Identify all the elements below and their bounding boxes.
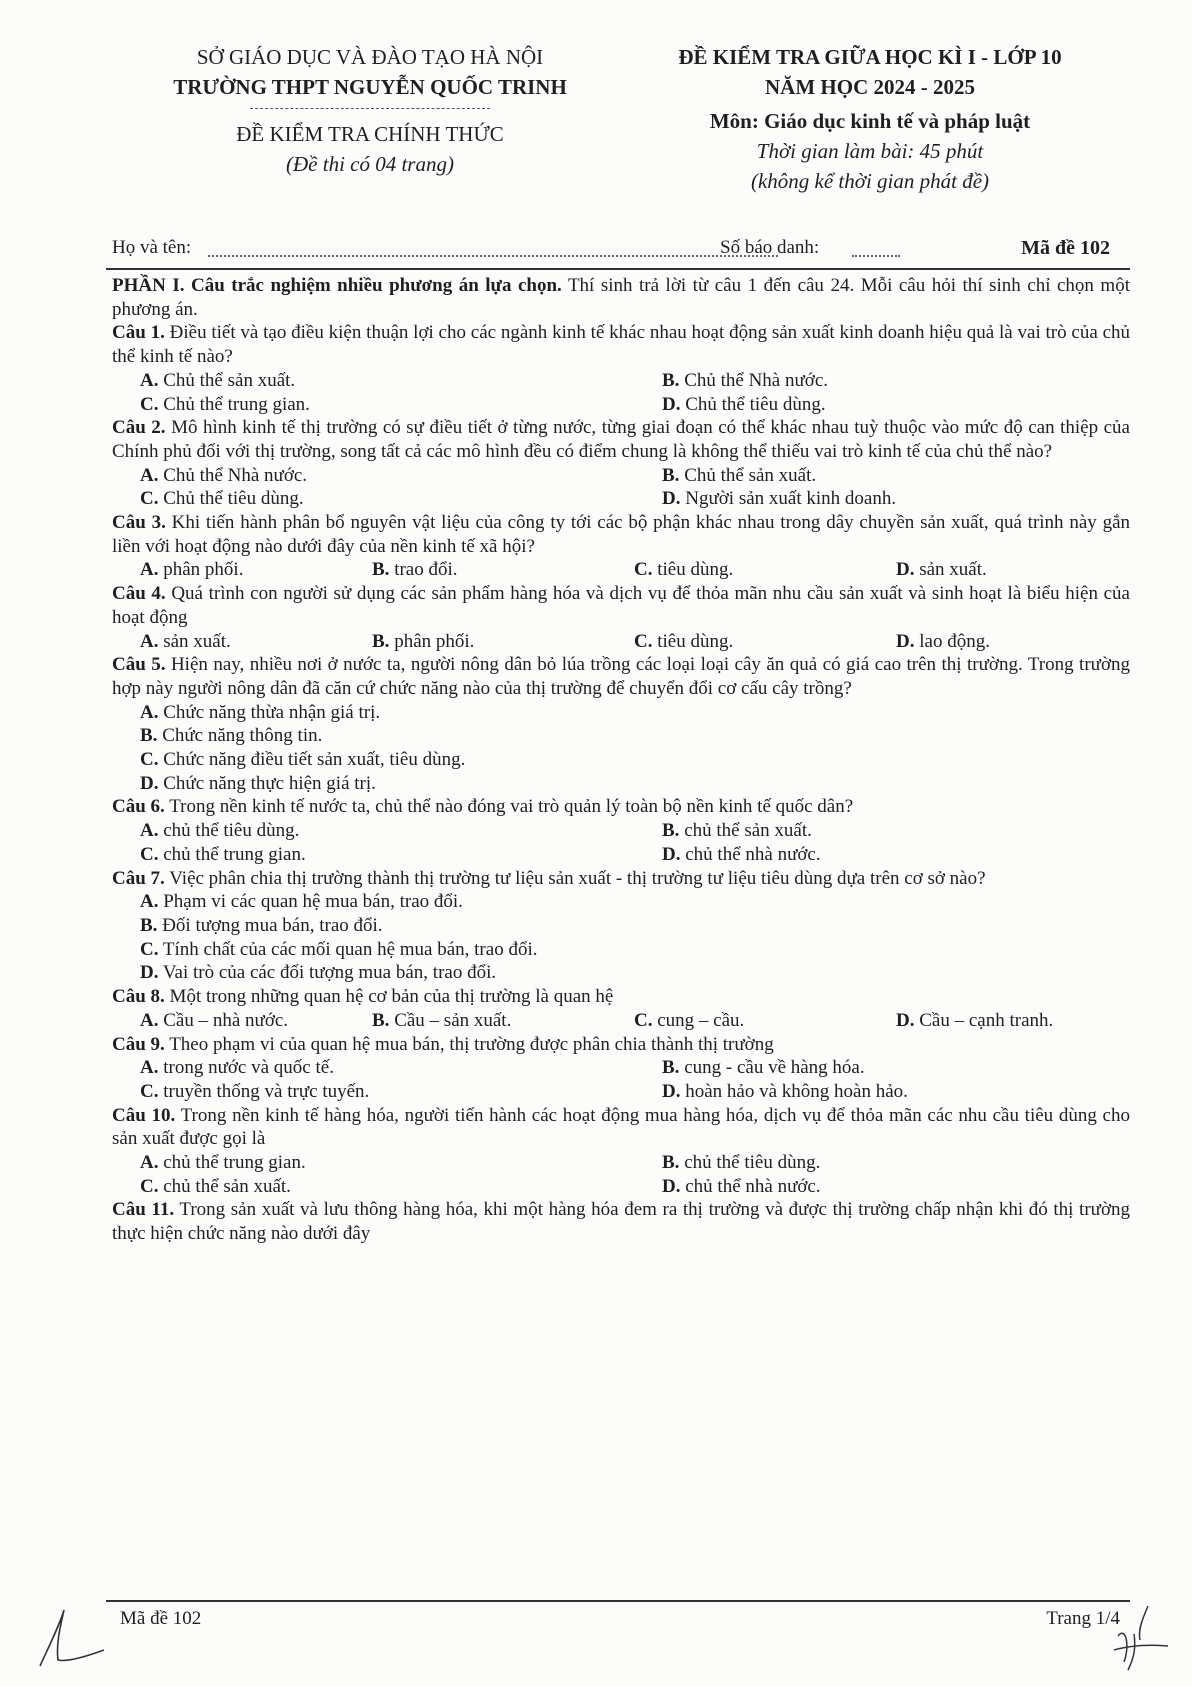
option-text: chủ thể nhà nước. (680, 843, 821, 865)
option-text: Phạm vi các quan hệ mua bán, trao đổi. (158, 891, 463, 913)
option-d[interactable] (662, 843, 1130, 867)
option-text: lao động. (914, 630, 990, 652)
option-letter: C. (140, 1175, 159, 1197)
option-a[interactable] (112, 1009, 372, 1033)
option-text: Chức năng thông tin. (157, 725, 323, 747)
option-letter: B. (662, 464, 680, 486)
option-text: chủ thể sản xuất. (679, 820, 812, 842)
part-heading (112, 274, 1130, 321)
options-row (112, 1151, 1130, 1175)
options-row (112, 819, 1130, 843)
option-text: tiêu dùng. (652, 630, 734, 652)
signature-right-icon (1108, 1596, 1178, 1676)
question-text: Một trong những quan hệ cơ bản của thị trường là quan hệ (164, 986, 614, 1008)
option-b[interactable] (112, 914, 1130, 938)
option-text: hoàn hảo và không hoàn hảo. (680, 1080, 908, 1102)
option-text: Chức năng thực hiện giá trị. (158, 772, 376, 794)
option-letter: B. (372, 559, 390, 581)
option-text: Tính chất của các mối quan hệ mua bán, trao đổi. (158, 938, 538, 960)
question-4 (112, 582, 1130, 629)
options-row (112, 1056, 1130, 1080)
option-a[interactable] (112, 464, 662, 488)
option-letter: B. (662, 820, 680, 842)
option-c[interactable] (112, 938, 1130, 962)
option-b[interactable] (662, 819, 1130, 843)
question-number: Câu 11. (112, 1199, 175, 1221)
school-name: TRƯỜNG THPT NGUYỄN QUỐC TRINH (173, 75, 567, 99)
option-text: chủ thể trung gian. (158, 843, 306, 865)
exam-title: ĐỀ KIỂM TRA GIỮA HỌC KÌ I - LỚP 10 (678, 45, 1062, 69)
option-b[interactable] (662, 1056, 1130, 1080)
option-text: Chủ thể Nhà nước. (679, 369, 829, 391)
pages-note: (Đề thi có 04 trang) (286, 152, 454, 176)
question-text: Hiện nay, nhiều nơi ở nước ta, người nông dân bỏ lúa trồng các loại loại cây ăn quả có giá cao trên thị trường. Trong trường hợp này người nông dân đã căn cứ chức năng nào của thị trường để chuyển đổi cơ cấu cây trồng? (112, 654, 1130, 699)
question-text: Theo phạm vi của quan hệ mua bán, thị trường được phân chia thành thị trường (164, 1033, 774, 1055)
option-a[interactable] (112, 630, 372, 654)
option-d[interactable] (662, 1080, 1130, 1104)
option-c[interactable] (634, 558, 896, 582)
option-letter: C. (140, 488, 159, 510)
option-letter: D. (662, 488, 681, 510)
option-c[interactable] (112, 487, 662, 511)
option-letter: B. (662, 1152, 680, 1174)
options-row (112, 464, 1130, 488)
question-2 (112, 416, 1130, 463)
student-info-row (112, 237, 1130, 265)
name-field[interactable] (208, 241, 778, 257)
option-b[interactable] (662, 464, 1130, 488)
name-label: Họ và tên: (112, 237, 192, 258)
option-text: Chức năng điều tiết sản xuất, tiêu dùng. (158, 749, 466, 771)
part-title: PHẦN I. Câu trắc nghiệm nhiều phương án lựa chọn. (112, 275, 562, 296)
options-row (112, 558, 1130, 582)
option-text: Người sản xuất kinh doanh. (680, 488, 897, 510)
option-b[interactable] (112, 724, 1130, 748)
option-text: chủ thể nhà nước. (680, 1175, 821, 1197)
option-letter: C. (634, 630, 653, 652)
question-7 (112, 867, 1130, 891)
question-11 (112, 1198, 1130, 1245)
option-text: Chủ thể trung gian. (158, 393, 310, 415)
header-left (120, 42, 620, 179)
header-right (620, 42, 1120, 196)
option-text: cung - cầu về hàng hóa. (679, 1057, 865, 1079)
option-letter: B. (140, 725, 158, 747)
options-row (112, 393, 1130, 417)
option-letter: A. (140, 1152, 159, 1174)
option-text: phân phối. (389, 630, 475, 652)
id-label: Số báo danh: (720, 237, 820, 258)
option-letter: C. (140, 1080, 159, 1102)
options-row (112, 630, 1130, 654)
option-letter: D. (896, 559, 915, 581)
option-letter: D. (896, 630, 915, 652)
option-letter: A. (140, 1057, 159, 1079)
option-d[interactable] (662, 1175, 1130, 1199)
options-row (112, 1009, 1130, 1033)
question-number: Câu 8. (112, 986, 165, 1008)
question-text: Điều tiết và tạo điều kiện thuận lợi cho các ngành kinh tế khác nhau hoạt động sản xuất kinh doanh hiệu quả là vai trò của chủ thể kinh tế nào? (112, 322, 1131, 368)
question-6 (112, 795, 1130, 819)
option-text: chủ thể tiêu dùng. (679, 1152, 821, 1174)
option-d[interactable] (662, 487, 1130, 511)
question-8 (112, 985, 1130, 1009)
question-number: Câu 2. (112, 417, 166, 439)
option-letter: C. (140, 938, 159, 960)
option-text: sản xuất. (914, 559, 987, 581)
page-number: Trang 1/4 (1046, 1608, 1120, 1629)
option-letter: A. (140, 369, 159, 391)
option-text: Chủ thể tiêu dùng. (680, 393, 826, 415)
option-text: Cầu – cạnh tranh. (914, 1009, 1054, 1031)
time-note: (không kể thời gian phát đề) (750, 169, 990, 193)
option-text: chủ thể trung gian. (158, 1152, 306, 1174)
option-a[interactable] (112, 890, 1130, 914)
school-year: NĂM HỌC 2024 - 2025 (765, 75, 975, 99)
option-d[interactable] (896, 630, 1130, 654)
option-letter: A. (140, 820, 159, 842)
option-d[interactable] (896, 558, 1130, 582)
official-label: ĐỀ KIỂM TRA CHÍNH THỨC (236, 122, 504, 146)
option-text: phân phối. (158, 559, 244, 581)
option-letter: A. (140, 1009, 159, 1031)
option-b[interactable] (372, 630, 634, 654)
option-letter: B. (662, 369, 680, 391)
header-rule (106, 268, 1130, 270)
exam-code: Mã đề 102 (1021, 237, 1110, 259)
question-3 (112, 511, 1130, 558)
option-c[interactable] (112, 393, 662, 417)
option-letter: D. (662, 393, 681, 415)
question-number: Câu 4. (112, 583, 166, 605)
footer-code: Mã đề 102 (120, 1608, 202, 1629)
option-d[interactable] (896, 1009, 1130, 1033)
id-field[interactable] (852, 241, 900, 257)
option-text: Chủ thể sản xuất. (158, 369, 296, 391)
option-letter: D. (140, 962, 159, 984)
question-9 (112, 1033, 1130, 1057)
option-letter: D. (140, 772, 159, 794)
option-letter: A. (140, 559, 159, 581)
option-letter: A. (140, 464, 159, 486)
option-letter: D. (662, 1080, 681, 1102)
option-text: trao đổi. (389, 559, 458, 581)
question-content (112, 274, 1130, 1246)
option-letter: A. (140, 630, 159, 652)
option-letter: D. (662, 1175, 681, 1197)
question-text: Khi tiến hành phân bổ nguyên vật liệu của công ty tới các bộ phận khác nhau trong dây chuyền sản xuất, quá trình này gắn liền với hoạt động nào dưới đây của nền kinh tế xã hội? (112, 512, 1130, 557)
option-c[interactable] (112, 843, 662, 867)
option-a[interactable] (112, 1056, 662, 1080)
question-text: Trong sản xuất và lưu thông hàng hóa, khi một hàng hóa đem ra thị trường và được thị trường chấp nhận khi đó thị trường thực hiện chức năng nào dưới đây (112, 1199, 1130, 1245)
option-text: Chủ thể sản xuất. (679, 464, 817, 486)
options-row (112, 843, 1130, 867)
option-d[interactable] (112, 772, 1130, 796)
question-number: Câu 10. (112, 1104, 176, 1126)
dept-name: SỞ GIÁO DỤC VÀ ĐÀO TẠO HÀ NỘI (196, 45, 544, 69)
subject: Môn: Giáo dục kinh tế và pháp luật (709, 109, 1031, 133)
option-text: Vai trò của các đối tượng mua bán, trao đổi. (158, 962, 497, 984)
question-10 (112, 1104, 1130, 1151)
option-text: Chức năng thừa nhận giá trị. (158, 701, 381, 723)
option-a[interactable] (112, 369, 662, 393)
option-letter: D. (662, 843, 681, 865)
question-number: Câu 3. (112, 512, 166, 534)
question-text: Trong nền kinh tế nước ta, chủ thể nào đóng vai trò quản lý toàn bộ nền kinh tế quốc dân? (164, 796, 854, 818)
option-letter: B. (372, 630, 390, 652)
option-text: Cầu – nhà nước. (158, 1009, 289, 1031)
question-1 (112, 321, 1130, 368)
option-a[interactable] (112, 1151, 662, 1175)
option-letter: C. (634, 1009, 653, 1031)
part-instruction: Thí sinh trả lời từ câu 1 đến câu 24. Mỗi câu hỏi thí sinh chỉ chọn một phương án. (112, 275, 1130, 320)
question-text: Trong nền kinh tế hàng hóa, người tiến hành các hoạt động mua hàng hóa, dịch vụ để thỏa mãn các nhu cầu tiêu dùng cho sản xuất được gọi là (112, 1104, 1130, 1150)
option-text: Chủ thể Nhà nước. (158, 464, 308, 486)
time-limit: Thời gian làm bài: 45 phút (756, 139, 984, 163)
question-5 (112, 653, 1130, 700)
option-c[interactable] (634, 630, 896, 654)
option-a[interactable] (112, 701, 1130, 725)
option-letter: A. (140, 891, 159, 913)
option-text: cung – cầu. (652, 1009, 745, 1031)
option-b[interactable] (372, 558, 634, 582)
options-row (112, 1080, 1130, 1104)
option-c[interactable] (634, 1009, 896, 1033)
options-row (112, 369, 1130, 393)
option-letter: B. (372, 1009, 390, 1031)
question-number: Câu 9. (112, 1033, 165, 1055)
option-text: chủ thể sản xuất. (158, 1175, 291, 1197)
option-c[interactable] (112, 1080, 662, 1104)
option-text: trong nước và quốc tế. (158, 1057, 334, 1079)
option-text: chủ thể tiêu dùng. (158, 820, 300, 842)
option-a[interactable] (112, 558, 372, 582)
question-number: Câu 1. (112, 322, 165, 344)
option-c[interactable] (112, 1175, 662, 1199)
option-text: Đối tượng mua bán, trao đổi. (157, 914, 383, 936)
signature-left-icon (30, 1604, 110, 1674)
option-b[interactable] (662, 1151, 1130, 1175)
option-letter: C. (140, 749, 159, 771)
options-row (112, 1175, 1130, 1199)
option-letter: B. (662, 1057, 680, 1079)
option-b[interactable] (372, 1009, 634, 1033)
options-row (112, 487, 1130, 511)
option-letter: D. (896, 1009, 915, 1031)
option-text: truyền thống và trực tuyến. (158, 1080, 370, 1102)
option-d[interactable] (662, 393, 1130, 417)
option-letter: B. (140, 914, 158, 936)
header-divider (250, 108, 490, 109)
option-letter: C. (140, 843, 159, 865)
question-number: Câu 7. (112, 867, 165, 889)
option-text: sản xuất. (158, 630, 231, 652)
option-b[interactable] (662, 369, 1130, 393)
question-text: Mô hình kinh tế thị trường có sự điều tiết ở từng nước, từng giai đoạn có thể khác nhau tuỳ thuộc vào mức độ can thiệp của Chính phủ đối với thị trường, song tất cả các mô hình đều có điểm chung là không thể thiếu vai trò kinh tế của chủ thể nào? (112, 417, 1130, 462)
option-text: Cầu – sản xuất. (389, 1009, 512, 1031)
option-letter: C. (634, 559, 653, 581)
option-c[interactable] (112, 748, 1130, 772)
option-a[interactable] (112, 819, 662, 843)
option-letter: A. (140, 701, 159, 723)
option-text: tiêu dùng. (652, 559, 734, 581)
question-number: Câu 5. (112, 654, 166, 676)
footer-rule (106, 1600, 1130, 1602)
option-letter: C. (140, 393, 159, 415)
question-number: Câu 6. (112, 796, 165, 818)
question-text: Việc phân chia thị trường thành thị trường tư liệu sản xuất - thị trường tư liệu tiêu dùng dựa trên cơ sở nào? (164, 867, 986, 889)
question-text: Quá trình con người sử dụng các sản phẩm hàng hóa và dịch vụ để thỏa mãn nhu cầu sản xuất và sinh hoạt là biểu hiện của hoạt động (112, 583, 1130, 628)
option-text: Chủ thể tiêu dùng. (158, 488, 304, 510)
option-d[interactable] (112, 961, 1130, 985)
